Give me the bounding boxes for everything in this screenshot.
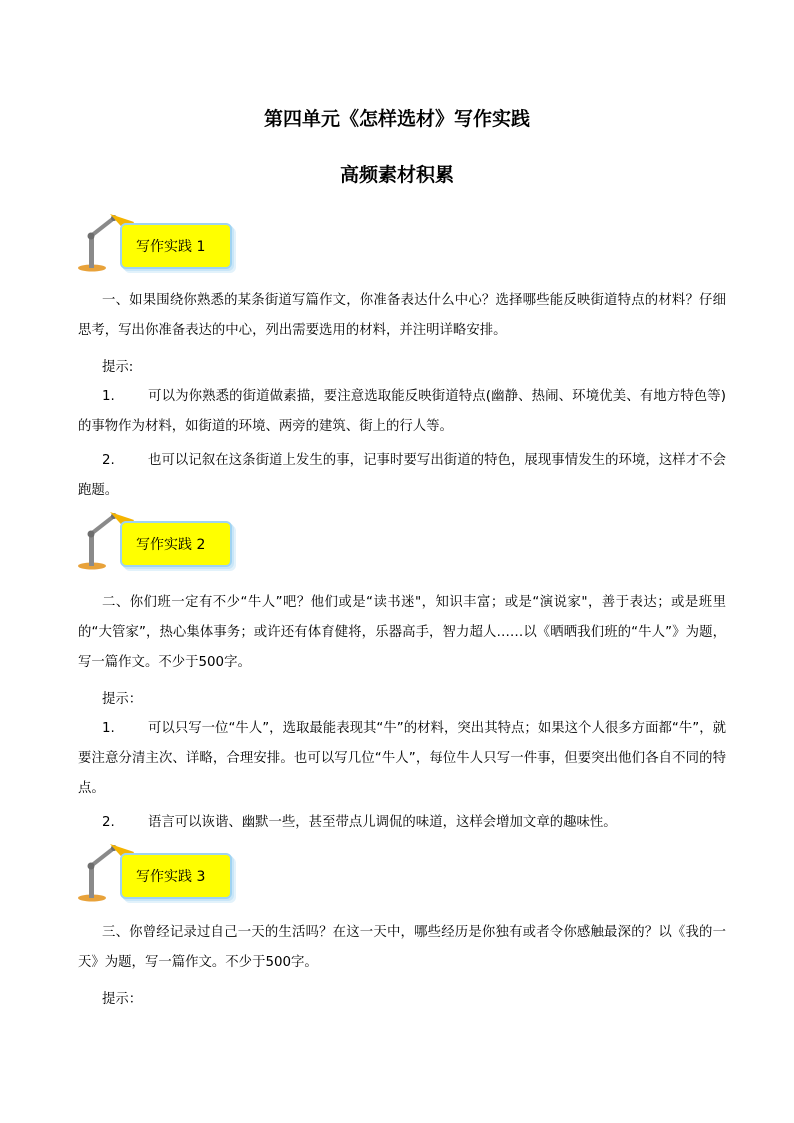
section-label-box <box>120 853 232 899</box>
section-header-2 <box>74 510 244 570</box>
prompt-3: 三、你曾经记录过自己一天的生活吗？在这一天中，哪些经历是你独有或者令你感触最深的？以《我的一天》为题，写一篇作文。不少于500字。 <box>78 925 726 970</box>
hint-item <box>78 714 726 804</box>
hint-text: 可以只写一位“牛人”，选取最能表现其“牛”的材料，突出其特点；如果这个人很多方面都“牛”，就要注意分清主次、详略，合理安排。也可以写几位“牛人”，每位牛人只写一件事，但要突出他们各自不同的特点。 <box>78 721 726 796</box>
section-label: 写作实践 2 <box>136 537 206 553</box>
hint-number: 2. <box>102 453 115 468</box>
hint-text: 也可以记叙在这条街道上发生的事，记事时要写出街道的特色，展现事情发生的环境，这样才不会跑题。 <box>78 453 726 498</box>
hint-text: 语言可以诙谐、幽默一些，甚至带点儿调侃的味道，这样会增加文章的趣味性。 <box>148 815 617 830</box>
hint-label-3: 提示： <box>102 992 143 1007</box>
section-header-3 <box>74 842 244 902</box>
section-label: 写作实践 3 <box>136 869 206 885</box>
section-header-1 <box>74 212 244 272</box>
hint-item <box>78 808 726 838</box>
hint-label-2: 提示： <box>102 692 143 707</box>
hint-label-1: 提示: <box>102 360 134 375</box>
hint-number: 1. <box>102 389 115 404</box>
prompt-2: 二、你们班一定有不少“牛人”吧？他们或是“读书迷"，知识丰富；或是“演说家"，善于表达；或是班里的“大管家”，热心集体事务；或许还有体育健将，乐器高手，智力超人……以《晒晒我们班的“牛人”》为题，写一篇作文。不少于500字。 <box>78 595 726 670</box>
hint-number: 2. <box>102 815 115 830</box>
prompt-1: 一、如果围绕你熟悉的某条街道写篇作文，你准备表达什么中心？选择哪些能反映街道特点的材料？仔细思考，写出你准备表达的中心，列出需要选用的材料，并注明详略安排。 <box>78 293 726 338</box>
section-label: 写作实践 1 <box>136 239 206 255</box>
hint-item <box>78 446 726 506</box>
document-title: 第四单元《怎样选材》写作实践 <box>263 108 530 130</box>
document-subtitle: 高频素材积累 <box>339 164 454 186</box>
hint-item <box>78 382 726 442</box>
section-label-box <box>120 521 232 567</box>
hint-number: 1. <box>102 721 115 736</box>
section-label-box <box>120 223 232 269</box>
hint-text: 可以为你熟悉的街道做素描，要注意选取能反映街道特点(幽静、热闹、环境优美、有地方特色等)的事物作为材料，如街道的环境、两旁的建筑、街上的行人等。 <box>78 389 726 434</box>
